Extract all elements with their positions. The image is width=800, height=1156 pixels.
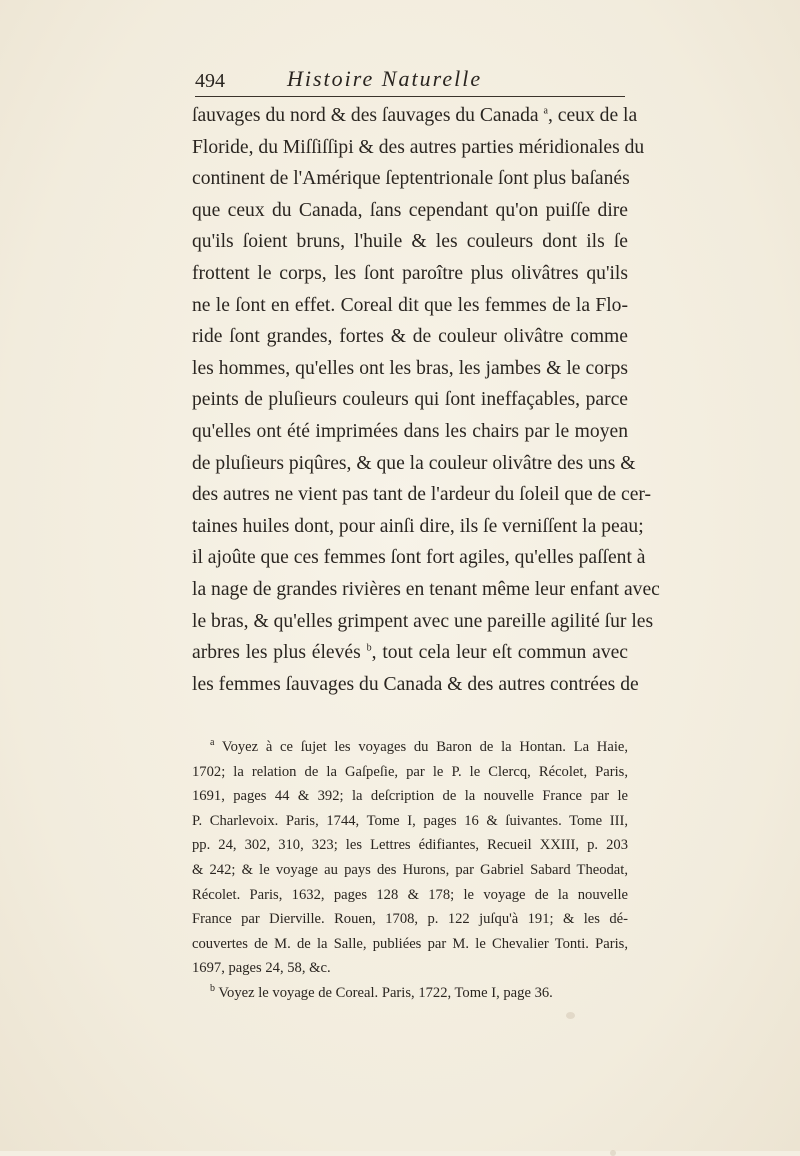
footnote-a-line: 1697, pages 24, 58, &c. — [192, 960, 331, 977]
text-line: peints de pluſieurs couleurs qui ſont ineffaçables, parce — [192, 389, 628, 411]
paper-stain — [566, 1012, 575, 1019]
text-line: le bras, & qu'elles grimpent avec une pareille agilité ſur les — [192, 610, 654, 632]
footnote-a-line: 1702; la relation de la Gaſpeſie, par le P. le Clercq, Récolet, Paris, — [192, 763, 628, 780]
footnote-a-line: & 242; & le voyage au pays des Hurons, par Gabriel Sabard Theodat, — [192, 861, 628, 878]
footnote-a-line: pp. 24, 302, 310, 323; les Lettres édifiantes, Recueil XXIII, p. 203 — [192, 837, 628, 854]
text-line: qu'ils ſoient bruns, l'huile & les couleurs dont ils ſe — [192, 231, 628, 253]
text-line: frottent le corps, les ſont paroître plus olivâtres qu'ils — [192, 262, 628, 284]
text-line: les hommes, qu'elles ont les bras, les jambes & le corps — [192, 357, 628, 379]
text-line: des autres ne vient pas tant de l'ardeur du ſoleil que de cer- — [192, 484, 652, 506]
text-line: ride ſont grandes, fortes & de couleur olivâtre comme — [192, 326, 628, 348]
footnotes — [192, 735, 628, 1006]
text-line: les femmes ſauvages du Canada & des autres contrées de — [192, 673, 639, 695]
text-line: taines huiles dont, pour ainſi dire, ils ſe verniſſent la peau; — [192, 515, 644, 537]
footnote-a-line: $^a$ Voyez à ce ſujet les voyages du Baron de la Hontan. La Haie, — [210, 737, 628, 755]
page-header — [195, 66, 625, 97]
text-line: continent de l'Amérique ſeptentrionale ſont plus baſanés — [192, 168, 630, 190]
main-text — [192, 100, 660, 700]
text-line: de pluſieurs piqûres, & que la couleur olivâtre des uns & — [192, 452, 636, 474]
text-line: Floride, du Miſſiſſipi & des autres parties méridionales du — [192, 136, 645, 158]
footnote-a-line: couvertes de M. de la Salle, publiées par M. le Chevalier Tonti. Paris, — [192, 935, 628, 952]
text-line: ne le ſont en effet. Coreal dit que les femmes de la Flo- — [192, 294, 628, 316]
footnote-mark-b: b — [366, 642, 372, 654]
text-line: qu'elles ont été imprimées dans les chairs par le moyen — [192, 420, 628, 442]
footnote-a-line: Récolet. Paris, 1632, pages 128 & 178; le voyage de la nouvelle — [192, 886, 628, 903]
footnote-a-line: France par Dierville. Rouen, 1708, p. 122 juſqu'à 191; & les dé- — [192, 911, 628, 928]
footnote-a-line: 1691, pages 44 & 392; la deſcription de la nouvelle France par le — [192, 788, 628, 805]
text-line: la nage de grandes rivières en tenant même leur enfant avec — [192, 578, 660, 600]
footnote-b-line: $^b$ Voyez le voyage de Coreal. Paris, 1722, Tome I, page 36. — [210, 983, 553, 1001]
text-line: il ajoûte que ces femmes ſont fort agiles, qu'elles paſſent à — [192, 547, 646, 569]
footnote-mark-a: a — [543, 105, 548, 117]
text-line: arbres les plus élevés $^b$, tout cela leur eſt commun avec — [192, 642, 629, 664]
text-line: ſauvages du nord & des ſauvages du Canada $^a$, ceux de la — [192, 105, 638, 126]
text-line: que ceux du Canada, ſans cependant qu'on puiſſe dire — [192, 199, 628, 221]
running-title: Histoire Naturelle — [287, 66, 483, 91]
page-number: 494 — [195, 70, 225, 92]
footnote-a-line: P. Charlevoix. Paris, 1744, Tome I, pages 16 & ſuivantes. Tome III, — [192, 812, 628, 829]
